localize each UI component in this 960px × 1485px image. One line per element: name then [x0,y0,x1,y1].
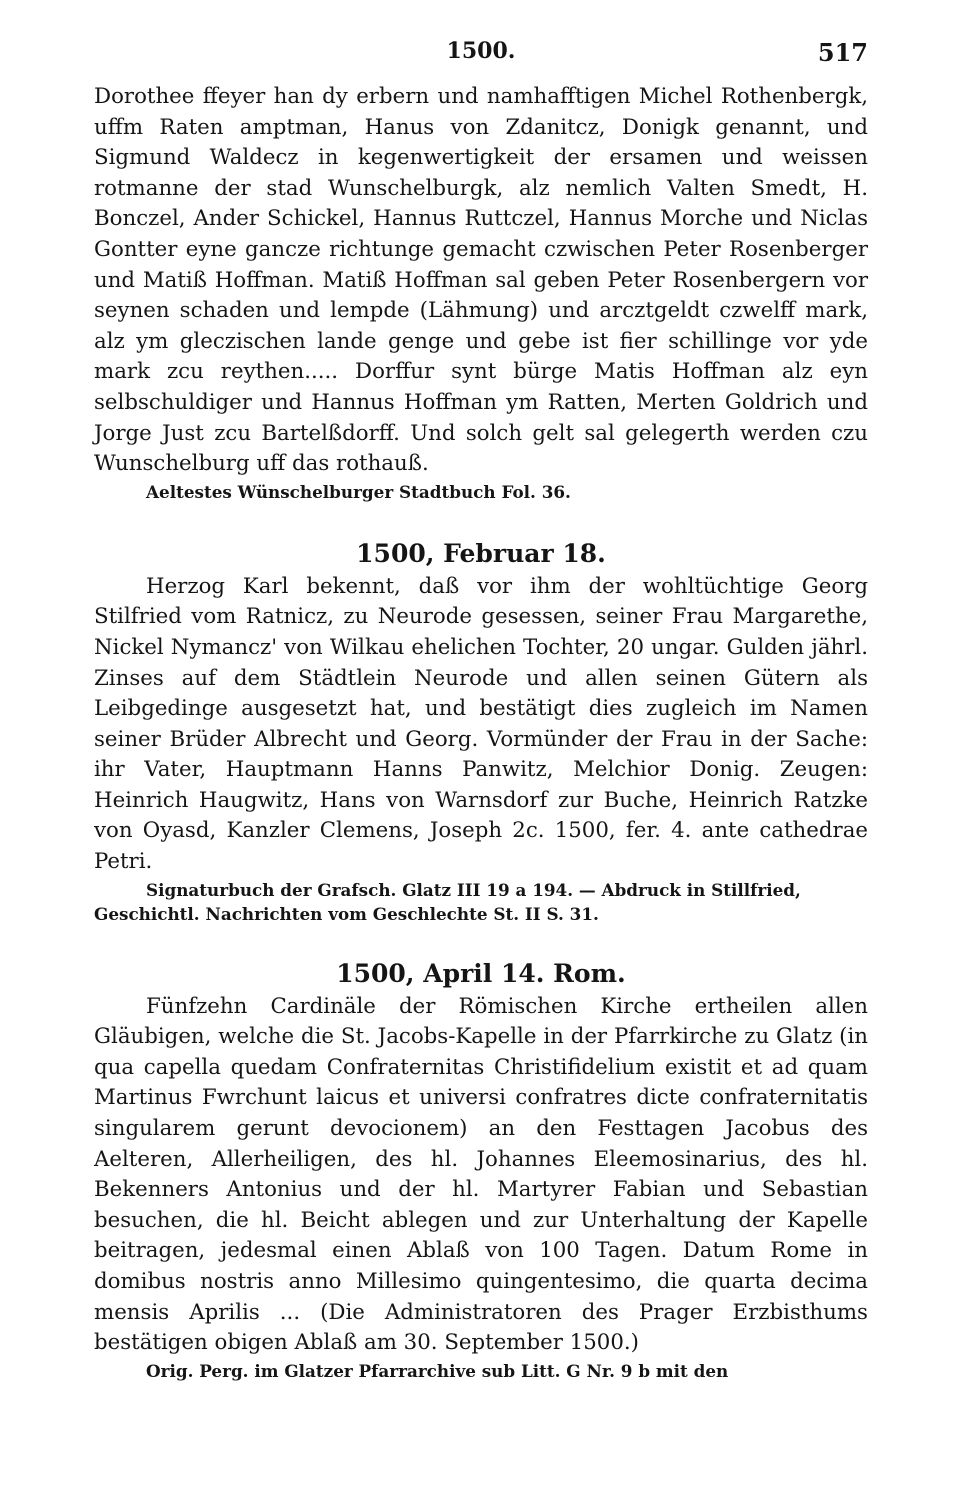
entry-source: Orig. Perg. im Glatzer Pfarrarchive sub Litt. G Nr. 9 b mit den [146,1360,729,1381]
entry-1 [94,82,868,504]
entry-text: Fünfzehn Cardinäle der Römischen Kirche ertheilen allen Gläubigen, welche die St. Jacobs-Kapelle in der Pfarrkirche zu Glatz (in qua capella quedam Confraternitas Christifidelium existit et ad quam Martinus Fwrchunt laicus et universi confratres dicte confraternitatis singularem gerunt devocionem) an den Festtagen Jacobus des Aelteren, Allerheiligen, des hl. Johannes Eleemosinarius, des hl. Bekenners Antonius und der hl. Martyrer Fabian und Sebastian besuchen, die hl. Beicht ablegen und zur Unterhaltung der Kapelle beitragen, jedesmal einen Ablaß von 100 Tagen. Datum Rome in domibus nostris anno Millesimo quingentesimo, die quarta decima mensis Aprilis ... (Die Administratoren des Prager Erzbisthums bestätigen obigen Ablaß am 30. September 1500.) [94,993,868,1356]
header-year: 1500. [446,38,516,64]
entry-text: Herzog Karl bekennt, daß vor ihm der wohltüchtige Georg Stilfried vom Ratnicz, zu Neurode gesessen, seiner Frau Margarethe, Nickel Nymancz' von Wilkau ehelichen Tochter, 20 ungar. Gulden jährl. Zinses auf dem Städtlein Neurode und allen seinen Gütern als Leibgedinge ausgesetzt hat, und bestätigt dies zugleich im Namen seiner Brüder Albrecht und Georg. Vormünder der Frau in der Sache: ihr Vater, Hauptmann Hanns Panwitz, Melchior Donig. Zeugen: Heinrich Haugwitz, Hans von Warnsdorf zur Buche, Heinrich Ratzke von Oyasd, Kanzler Clemens, Joseph 2c. 1500, fer. 4. ante cathedrae Petri. [94,573,868,875]
entry-heading: 1500, April 14. Rom. [336,958,626,988]
entry-text: Dorothee ffeyer han dy erbern und namhafftigen Michel Rothenbergk, uffm Raten amptman, Hanus von Zdanitcz, Donigk genannt, und Sigmund Waldecz in kegenwertigkeit der ersamen und weissen rotmanne der stad Wunschelburgk, alz nemlich Valten Smedt, H. Bonczel, Ander Schickel, Hannus Ruttczel, Hannus Morche und Niclas Gontter eyne gancze richtunge gemacht czwischen Peter Rosenberger und Matiß Hoffman. Matiß Hoffman sal geben Peter Rosenbergern vor seynen schaden und lempde (Lähmung) und arcztgeldt czwelff mark, alz ym gleczischen lande genge und gebe ist fier schillinge vor yde mark zcu reythen..... Dorffur synt bürge Matis Hoffman alz eyn selbschuldiger und Hannus Hoffman ym Ratten, Merten Goldrich und Jorge Just zcu Bartelßdorff. Und solch gelt sal gelegerth werden czu Wunschelburg uff das rothauß. [94,84,868,477]
entry-heading: 1500, Februar 18. [356,538,606,568]
entry-3 [94,956,868,1383]
entry-source: Aeltestes Wünschelburger Stadtbuch Fol. 36. [146,481,571,502]
running-header [94,38,868,82]
entry-source: Signaturbuch der Grafsch. Glatz III 19 a 194. — Abdruck in Stillfried, Geschichtl. Nachrichten vom Geschlechte St. II S. 31. [94,879,801,924]
entry-2 [94,536,868,926]
page-number: 517 [817,38,868,67]
